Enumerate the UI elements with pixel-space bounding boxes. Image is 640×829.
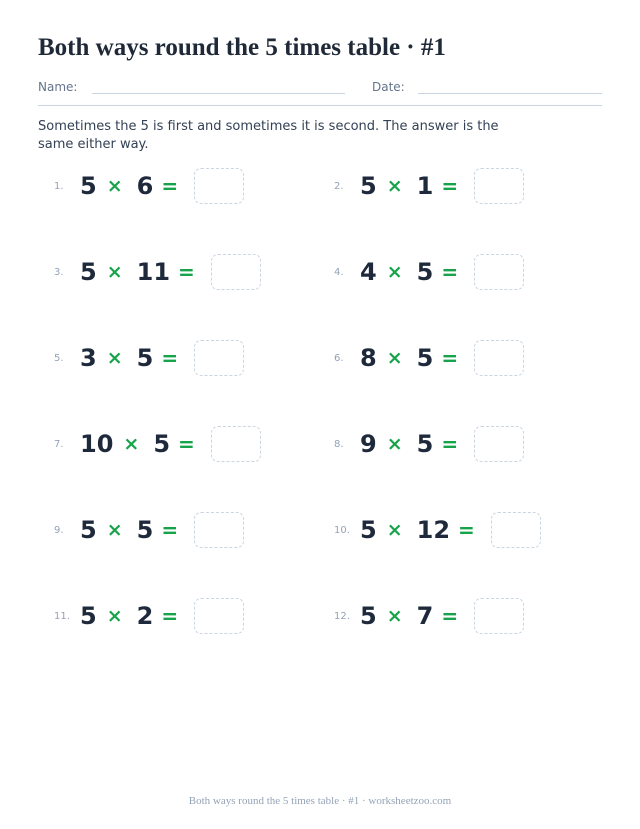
second-factor: 2 [136,602,154,630]
problem-item [38,253,261,291]
problem-item [318,167,524,205]
equals-sign: = [441,432,459,456]
problem-number: 10. [334,524,350,536]
first-factor: 5 [80,602,97,630]
name-field[interactable] [92,93,345,94]
equals-sign: = [441,174,459,198]
equals-sign: = [161,604,179,628]
answer-box[interactable] [194,168,244,204]
problem-number: 8. [334,438,344,450]
problem-number: 2. [334,180,344,192]
second-factor: 5 [416,344,434,372]
multiply-sign: × [106,175,123,197]
problem-item [318,425,524,463]
first-factor: 5 [80,172,97,200]
multiply-sign: × [106,519,123,541]
header-divider [38,105,602,106]
equals-sign: = [441,260,459,284]
answer-box[interactable] [474,340,524,376]
equals-sign: = [161,174,179,198]
multiply-sign: × [123,433,140,455]
problem-item [38,597,244,635]
first-factor: 9 [360,430,377,458]
second-factor: 5 [153,430,171,458]
first-factor: 3 [80,344,97,372]
date-field[interactable] [418,93,602,94]
second-factor: 1 [416,172,434,200]
name-label: Name: [38,80,78,94]
answer-box[interactable] [474,426,524,462]
problem-item [318,511,541,549]
multiply-sign: × [386,605,403,627]
second-factor: 11 [136,258,171,286]
problem-number: 9. [54,524,64,536]
answer-box[interactable] [211,426,261,462]
first-factor: 5 [80,516,97,544]
equals-sign: = [178,432,195,456]
instructions-text: Sometimes the 5 is first and sometimes it is second. The answer is the same either way. [38,119,499,152]
problem-number: 12. [334,610,350,622]
equals-sign: = [161,518,179,542]
multiply-sign: × [386,433,403,455]
first-factor: 8 [360,344,377,372]
first-factor: 5 [360,172,377,200]
worksheet-title: Both ways round the 5 times table · #1 [38,34,446,61]
multiply-sign: × [386,519,403,541]
answer-box[interactable] [211,254,261,290]
second-factor: 5 [136,344,154,372]
first-factor: 5 [360,516,377,544]
second-factor: 5 [136,516,154,544]
problem-number: 1. [54,180,64,192]
answer-box[interactable] [194,512,244,548]
equals-sign: = [458,518,475,542]
problem-item [38,167,244,205]
multiply-sign: × [386,347,403,369]
second-factor: 5 [416,258,434,286]
first-factor: 5 [360,602,377,630]
problem-number: 5. [54,352,64,364]
second-factor: 12 [416,516,451,544]
problem-item [38,511,244,549]
first-factor: 5 [80,258,97,286]
answer-box[interactable] [474,168,524,204]
equals-sign: = [178,260,195,284]
multiply-sign: × [106,261,123,283]
answer-box[interactable] [194,340,244,376]
problem-item [38,425,261,463]
answer-box[interactable] [491,512,541,548]
problem-item [318,597,524,635]
problem-number: 3. [54,266,64,278]
problem-number: 7. [54,438,64,450]
equals-sign: = [441,346,459,370]
answer-box[interactable] [474,598,524,634]
multiply-sign: × [106,605,123,627]
problem-item [38,339,244,377]
problem-item [318,253,524,291]
equals-sign: = [441,604,459,628]
problem-number: 4. [334,266,344,278]
second-factor: 7 [416,602,434,630]
multiply-sign: × [386,261,403,283]
problem-number: 6. [334,352,344,364]
problem-number: 11. [54,610,70,622]
problem-item [318,339,524,377]
second-factor: 5 [416,430,434,458]
equals-sign: = [161,346,179,370]
date-label: Date: [372,80,405,94]
page-footer: Both ways round the 5 times table · #1 · worksheetzoo.com [188,795,452,807]
multiply-sign: × [386,175,403,197]
answer-box[interactable] [194,598,244,634]
answer-box[interactable] [474,254,524,290]
multiply-sign: × [106,347,123,369]
first-factor: 4 [360,258,377,286]
second-factor: 6 [136,172,154,200]
first-factor: 10 [80,430,114,458]
